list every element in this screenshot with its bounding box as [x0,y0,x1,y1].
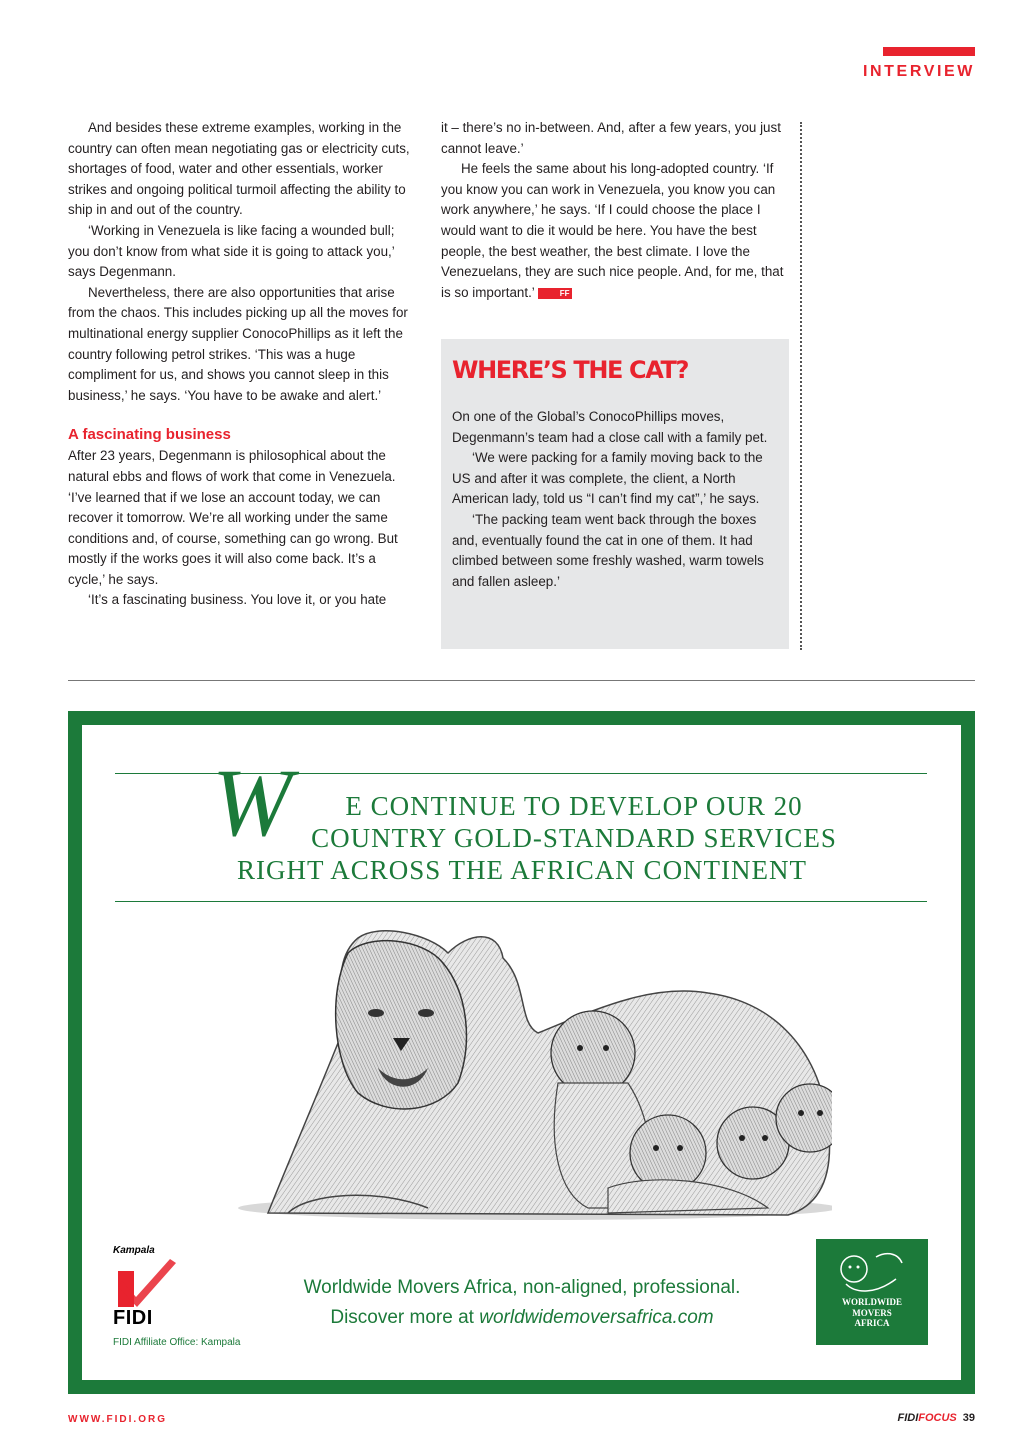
ad-headline-line: E CONTINUE TO DEVELOP OUR 20 [345,791,803,821]
ad-website-link[interactable]: worldwidemoversafrica.com [479,1307,714,1328]
badge-line: MOVERS [852,1307,892,1318]
ad-tagline: Worldwide Movers Africa, non-aligned, professional. [303,1277,741,1298]
paragraph: ‘Working in Venezuela is like facing a wounded bull; you don’t know from what side it is going to attack you,’ says Degenmann. [68,222,395,280]
sidebar-paragraph: ‘The packing team went back through the boxes and, eventually found the cat in one of them. It had climbed between some freshly washed, warm towels and fallen asleep.’ [452,511,764,589]
sidebar-paragraph: On one of the Global’s ConocoPhillips moves, Degenmann’s team had a close call with a family pet. [452,409,768,445]
advertisement[interactable] [68,711,975,1394]
ad-drop-cap: W [212,749,292,856]
lioness-and-cubs-illustration [228,923,832,1233]
paragraph: ‘It’s a fascinating business. You love it, or you hate [88,592,387,608]
fidi-checkmark-icon [118,1257,178,1307]
paragraph [441,159,789,303]
worldwide-movers-africa-logo [816,1239,928,1345]
end-mark-icon: FF [538,288,572,299]
horizontal-divider [68,680,975,681]
footer-brand [897,1412,975,1424]
ad-headline-line: COUNTRY GOLD-STANDARD SERVICES [311,823,837,853]
footer-website[interactable]: WWW.FIDI.ORG [68,1414,167,1425]
article-subhead: A fascinating business [68,426,231,444]
footer-brand-focus: FOCUS [918,1412,957,1424]
paragraph-text: He feels the same about his long-adopted country. ‘If you know you can work in Venezuela, you know you can work anywhere,’ he says. ‘If I could choose the place I would want to die it would be here. You have the best people, the best weather, the best climate. I love the Venezuelans, they are such nice people. And, for me, that is so important.’ [441,161,784,300]
fidi-city-label: Kampala [113,1245,155,1256]
article-left-column [68,118,413,611]
ad-headline-line: RIGHT ACROSS THE AFRICAN CONTINENT [236,855,808,885]
lion-emblem-icon [816,1239,928,1299]
advertisement-inner [82,725,961,1380]
sidebar-paragraph: ‘We were packing for a family moving back to the US and after it was complete, the client, a North American lady, told us “I can’t find my cat”,’ he says. [452,450,763,507]
sidebar-box [441,339,789,649]
paragraph: And besides these extreme examples, working in the country can often mean negotiating gas or electricity cuts, shortages of food, water and other essentials, worker strikes and ongoing political turmoil affecting the ability to ship in and out of the country. [68,120,410,218]
section-label: INTERVIEW [862,63,975,80]
paragraph: it – there’s no in-between. And, after a few years, you just cannot leave.’ [441,120,781,156]
badge-line: WORLDWIDE [841,1297,902,1307]
fidi-wordmark: FIDI [113,1307,153,1329]
page-number: 39 [962,1412,975,1424]
ad-bottom-rule [115,901,927,902]
ad-tagline-prefix: Discover more at [330,1307,480,1328]
ad-tagline [222,1303,822,1333]
footer-brand-fidi: FIDI [897,1412,919,1424]
badge-text [816,1297,928,1329]
sidebar-title: WHERE’S THE CAT? [452,356,689,384]
paragraph: Nevertheless, there are also opportunities that arise from the chaos. This includes picking up all the moves for multinational energy supplier ConocoPhillips as it left the country following petrol strikes. ‘This was a huge compliment for us, and shows you cannot sleep in this business,’ he says. ‘You have to be awake and alert.’ [68,284,408,403]
paragraph: After 23 years, Degenmann is philosophical about the natural ebbs and flows of work that come in Venezuela. ‘I’ve learned that if we lose an account today, we can recover it tomorrow. We’re all working under the same conditions and, of course, something can go wrong. But mostly if the works goes it will also come back. It’s a cycle,’ he says. [68,448,398,587]
fidi-office-label: FIDI Affiliate Office: Kampala [113,1337,241,1348]
column-divider [800,122,802,650]
header-accent-bar [883,47,975,56]
badge-line: AFRICA [854,1318,890,1328]
article-right-column [441,118,789,303]
